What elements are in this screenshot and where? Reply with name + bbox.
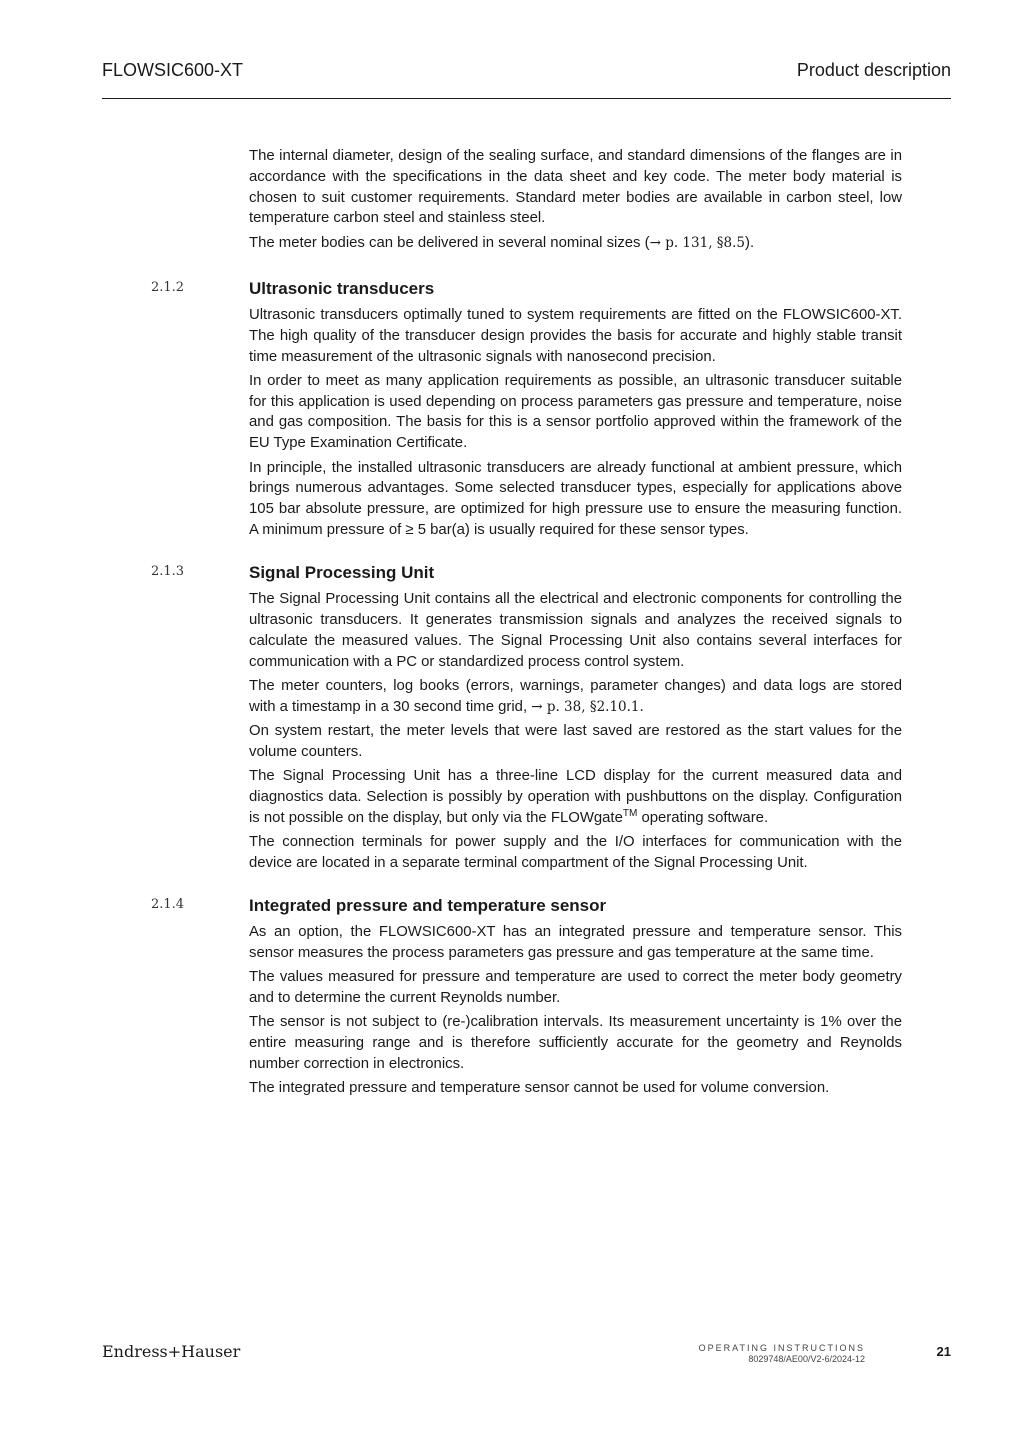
- page-header: [102, 58, 951, 99]
- trademark-superscript: TM: [622, 807, 638, 819]
- intro-section: [0, 146, 1024, 253]
- paragraph: The integrated pressure and temperature sensor cannot be used for volume conversion.: [249, 1080, 830, 1097]
- paragraph: The sensor is not subject to (re-)calibration intervals. Its measurement uncertainty is 1% over the entire measuring range and is therefore sufficiently accurate for the geometry and Reynolds number correction in electronics.: [249, 1014, 902, 1072]
- paragraph: The Signal Processing Unit contains all the electrical and electronic components for controlling the ultrasonic transducers. It generates transmission signals and analyzes the received signals to calculate the measured values. The Signal Processing Unit also contains several interfaces for communication with a PC or standardized process control system.: [249, 591, 902, 670]
- section-number: 2.1.4: [151, 897, 185, 913]
- cross-reference-link[interactable]: → p. 38, §2.10.1.: [531, 698, 644, 715]
- page-number: 21: [936, 1344, 951, 1359]
- section-2-1-3: [0, 561, 1024, 873]
- section-heading: Integrated pressure and temperature sensor: [249, 896, 607, 916]
- chapter-title: Product description: [796, 60, 951, 80]
- document-type: OPERATING INSTRUCTIONS: [698, 1343, 865, 1353]
- section-heading: Ultrasonic transducers: [249, 278, 435, 298]
- section-heading: Signal Processing Unit: [249, 563, 435, 583]
- paragraph: The values measured for pressure and temperature are used to correct the meter body geometry and to determine the current Reynolds number.: [249, 969, 902, 1006]
- brand-logo: Endress+Hauser: [102, 1342, 241, 1361]
- paragraph: On system restart, the meter levels that were last saved are restored as the start values for the volume counters.: [249, 723, 902, 760]
- document-info: [699, 1343, 865, 1364]
- paragraph: The connection terminals for power supply and the I/O interfaces for communication with the device are located in a separate terminal compartment of the Signal Processing Unit.: [249, 834, 902, 871]
- intro-paragraph-1: The internal diameter, design of the sealing surface, and standard dimensions of the flanges are in accordance with the specifications in the data sheet and key code. The meter body material is chosen to suit customer requirements. Standard meter bodies are available in carbon steel, low temperature carbon steel and stainless steel.: [249, 148, 902, 227]
- paragraph: As an option, the FLOWSIC600-XT has an integrated pressure and temperature sensor. This sensor measures the process parameters gas pressure and gas temperature at the same time.: [249, 924, 902, 961]
- paragraph: In principle, the installed ultrasonic transducers are already functional at ambient pressure, which brings numerous advantages. Some selected transducer types, especially for applications above 105 bar absolute pressure, are optimized for high pressure use to ensure the measuring function. A minimum pressure of ≥ 5 bar(a) is usually required for these sensor types.: [249, 459, 902, 538]
- section-2-1-4: [0, 894, 1024, 1099]
- paragraph: Ultrasonic transducers optimally tuned to system requirements are fitted on the FLOWSIC600-XT. The high quality of the transducer design provides the basis for accurate and highly stable transit time measurement of the ultrasonic signals with nanosecond precision.: [249, 306, 902, 365]
- paragraph: The Signal Processing Unit has a three-line LCD display for the current measured data and diagnostics data. Selection is possibly by operation with pushbuttons on the display. Configuration is not possible on the display, but only via the FLOWgate™ operating software.: [249, 768, 902, 826]
- section-number: 2.1.2: [151, 279, 185, 295]
- section-2-1-2: [0, 277, 1024, 541]
- intro-paragraph-2: The meter bodies can be delivered in several nominal sizes (→ p. 131, §8.5).: [249, 234, 755, 251]
- paragraph: The meter counters, log books (errors, warnings, parameter changes) and data logs are stored with a timestamp in a 30 second time grid, → p. 38, §2.10.1.: [249, 677, 902, 715]
- document-title: FLOWSIC600-XT: [102, 60, 244, 80]
- section-number: 2.1.3: [151, 564, 185, 580]
- cross-reference-link[interactable]: → p. 131, §8.5: [649, 234, 745, 251]
- document-code: 8029748/AE00/V2-6/2024-12: [748, 1354, 865, 1364]
- page-content: [0, 146, 1024, 1102]
- paragraph: In order to meet as many application requirements as possible, an ultrasonic transducer suitable for this application is used depending on process parameters gas pressure and temperature, noise and gas composition. The basis for this is a sensor portfolio approved within the framework of the EU Type Examination Certificate.: [249, 372, 902, 452]
